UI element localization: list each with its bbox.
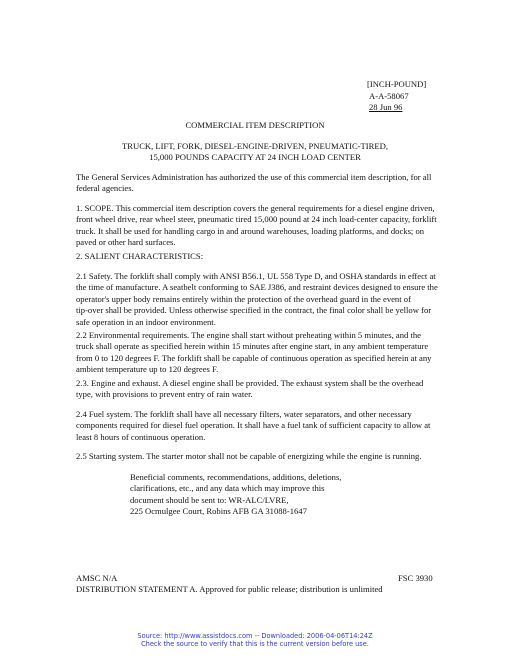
text-line: from 0 to 120 degrees F. The forklift shall be capable of continuous operation as specified herein at any xyxy=(76,352,432,363)
verify-line: Check the source to verify that this is the current version before use. xyxy=(141,640,369,649)
text-line: components required for diesel fuel operation. It shall have a fuel tank of sufficient capacity to allow at xyxy=(76,420,431,431)
document-header-block xyxy=(367,79,426,114)
text-line: tip-over shall be provided. Unless otherwise specified in the contract, the final color shall be yellow for xyxy=(76,305,432,316)
text-line: safe operation in an indoor environment. xyxy=(76,316,216,327)
text-line: front wheel drive, rear wheel steer, pneumatic tired 15,000 pound at 24 inch load-center capacity, forklift xyxy=(76,214,437,225)
document-number: A-A-58067 xyxy=(369,90,409,101)
text-line: 2.4 Fuel system. The forklift shall have all necessary filters, water separators, and other necessary xyxy=(76,409,412,419)
text-line: clarifications, etc., and any data which may improve this xyxy=(130,483,325,494)
intro-paragraph xyxy=(76,172,438,195)
scope-paragraph xyxy=(76,203,438,249)
engine-paragraph xyxy=(76,378,438,401)
text-line: 2.3. Engine and exhaust. A diesel engine shall be provided. The exhaust system shall be the overhead xyxy=(76,378,424,388)
salient-heading: 2. SALIENT CHARACTERISTICS: xyxy=(76,251,204,261)
text-line: 1. SCOPE. This commercial item description covers the general requirements for a diesel engine driven, xyxy=(76,203,435,213)
environmental-paragraph xyxy=(76,330,438,376)
subtitle-line-1: TRUCK, LIFT, FORK, DIESEL-ENGINE-DRIVEN, PNEUMATIC-TIRED, xyxy=(122,141,388,151)
document-title: COMMERCIAL ITEM DESCRIPTION xyxy=(185,120,325,130)
text-line: 225 Ocmulgee Court, Robins AFB GA 31088-1647 xyxy=(130,506,307,517)
fsc-label: FSC 3930 xyxy=(398,573,433,583)
text-line: operator's upper body remains entirely within the protection of the overhead guard in the event of xyxy=(76,293,411,304)
document-subtitle xyxy=(0,141,510,164)
text-line: type, with provisions to prevent entry of rain water. xyxy=(76,389,253,400)
source-notice xyxy=(0,632,510,649)
text-line: truck shall operate as specified herein within 15 minutes after engine start, in any ambient temperature xyxy=(76,341,429,352)
text-line: Beneficial comments, recommendations, additions, deletions, xyxy=(130,472,342,482)
starting-paragraph xyxy=(76,451,438,462)
source-line: Source: http://www.assistdocs.com -- Downloaded: 2006-04-06T14:24Z xyxy=(137,632,373,640)
text-line: the time of manufacture. A seatbelt conforming to SAE J386, and restraint devices designed to ensure the xyxy=(76,282,438,293)
text-line: 2.5 Starting system. The starter motor shall not be capable of energizing while the engine is running. xyxy=(76,451,422,461)
fuel-paragraph xyxy=(76,409,438,443)
text-line: The General Services Administration has authorized the use of this commercial item description, for all xyxy=(76,172,432,182)
text-line: 2.2 Environmental requirements. The engine shall start without preheating within 5 minutes, and the xyxy=(76,330,421,340)
text-line: document should be sent to: WR-ALC/LVRE, xyxy=(130,494,289,505)
text-line: truck. It shall be used for handling cargo in and around warehouses, loading platforms, and docks; on xyxy=(76,225,425,236)
text-line: paved or other hard surfaces. xyxy=(76,237,176,248)
text-line: 2.1 Safety. The forklift shall comply with ANSI B56.1, UL 558 Type D, and OSHA standards in effect at xyxy=(76,271,436,281)
text-line: ambient temperature up to 120 degrees F. xyxy=(76,364,219,375)
safety-paragraph xyxy=(76,271,438,328)
text-line: federal agencies. xyxy=(76,183,134,194)
text-line: least 8 hours of continuous operation. xyxy=(76,431,206,442)
document-date: 28 Jun 96 xyxy=(369,102,403,113)
subtitle-line-2: 15,000 POUNDS CAPACITY AT 24 INCH LOAD CENTER xyxy=(149,152,361,163)
comments-block xyxy=(130,472,430,518)
distribution-statement: DISTRIBUTION STATEMENT A. Approved for public release; distribution is unlimited xyxy=(76,584,383,594)
amsc-label: AMSC N/A xyxy=(76,573,118,583)
inch-pound-label: [INCH-POUND] xyxy=(367,79,427,89)
